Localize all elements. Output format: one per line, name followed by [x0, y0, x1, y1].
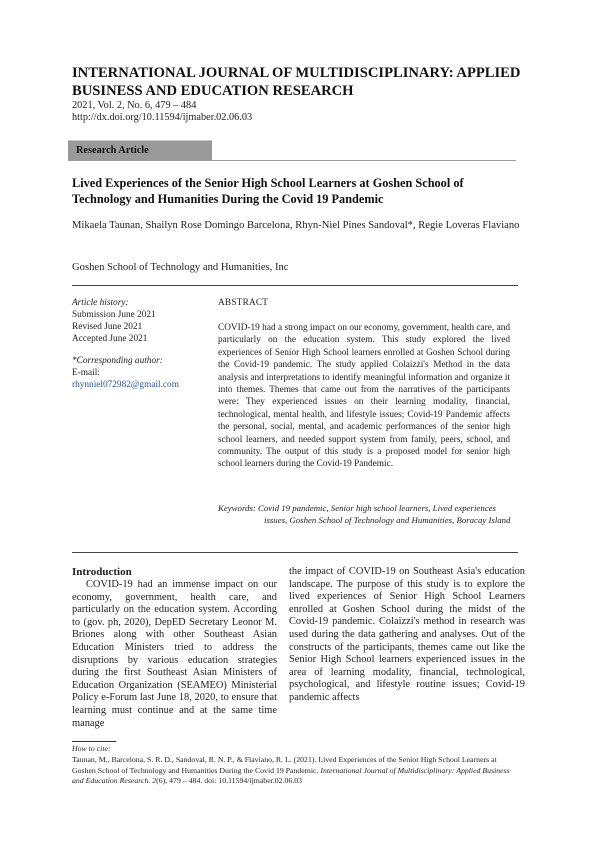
volume-line: 2021, Vol. 2, No. 6, 479 – 484: [72, 100, 197, 111]
paper-title: Lived Experiences of the Senior High School Learners at Goshen School of Technology and Humanities During the Covid 19 Pandemic: [72, 176, 464, 206]
intro-paragraph-left: COVID-19 had an immense impact on our economy, government, health care, and particularly on the education system. According to (gov. ph, 2020), DepED Secretary Leonor M. Briones along with other Southeast Asian Education Ministers tried to address the disruptions by various education strategies during the first Southeast Asian Ministers of Education Organization (SEAMEO) Ministerial Policy e-Forum last June 18, 2020, to ensure that learning must continue and at the same time manage: [72, 579, 277, 729]
submission-date: Submission June 2021: [72, 310, 156, 320]
article-type-banner: [68, 140, 212, 161]
header-rule: [72, 285, 518, 286]
keywords: Keywords: Covid 19 pandemic, Senior high school learners, Lived experiences issues, Goshen School of Technology and Humanities, Boracay Island: [218, 503, 511, 526]
article-type-label: Research Article: [76, 145, 149, 156]
abstract-heading: ABSTRACT: [218, 298, 269, 308]
citation-tail: (6), 479 – 484. doi: 10.11594/ijmaber.02.06.03: [156, 776, 303, 785]
email-label: E-mail:: [72, 368, 100, 378]
abstract-body: COVID-19 had a strong impact on our economy, government, health care, and particularly on the education system. This study explored the lived experiences of Senior High School learners enrolled at Goshen School during the Covid-19 pandemic. The study applied Colaizzi's Method in the data analysis and interpretations to identify meaningful information and organize it into themes. Themes that came out from the narratives of the participants were: They experienced issues on their learning modality, financial, technological, mental health, and lifestyle issues; Covid-19 Pandemic affects the personal, social, mental, and academic performances of the senior high school learners, and needed support system from family, peers, school, and community. The output of this study is a proposed model for senior high school learners during the Covid-19 Pandemic.: [218, 323, 510, 470]
journal-title: INTERNATIONAL JOURNAL OF MULTIDISCIPLINARY: APPLIED BUSINESS AND EDUCATION RESEARCH: [72, 65, 521, 99]
corresponding-author-label: *Corresponding author:: [72, 356, 163, 366]
intro-column-left: [72, 566, 277, 730]
citation-journal: International Journal of Multidisciplinary: Applied Business and Education Research. 2: [72, 765, 510, 785]
article-history-label: Article history:: [72, 298, 129, 308]
how-to-cite-label: How to cite:: [72, 744, 111, 753]
affiliation: Goshen School of Technology and Humanities, Inc: [72, 262, 289, 273]
footnote-rule: [72, 741, 116, 742]
doi-link[interactable]: http://dx.doi.org/10.11594/ijmaber.02.06.03: [72, 112, 253, 123]
author-email-link[interactable]: rhynniel072982@gmail.com: [72, 380, 179, 390]
banner-rule: [212, 160, 516, 161]
intro-column-right: the impact of COVID-19 on Southeast Asia's education landscape. The purpose of this study is to explore the lived experiences of Senior High School Learners enrolled at Goshen School during the midst of the Covid-19 pandemic. Colaizzi's method in research was used during the data gathering and analyses. Out of the constructs of the participants, themes came out like the Senior High School learners experienced issues in the area of learning modality, financial, technological, psychological, and lifestyle routine issues; Covid-19 pandemic affects: [289, 566, 525, 703]
abstract-rule: [72, 552, 518, 553]
author-list: Mikaela Taunan, Shailyn Rose Domingo Barcelona, Rhyn-Niel Pines Sandoval*, Regie Loveras Flaviano: [72, 220, 520, 231]
revised-date: Revised June 2021: [72, 322, 143, 332]
citation-text: [72, 755, 518, 787]
accepted-date: Accepted June 2021: [72, 334, 148, 344]
citation-authors-title: Taunan, M., Barcelona, S. R. D., Sandoval, R. N. P., & Flaviano, R. L. (2021). Lived Experiences of the Senior High School Learners at Goshen School of Technology and Humanities During the Covid 19 Pandemic.: [72, 755, 497, 775]
introduction-heading: Introduction: [72, 566, 132, 578]
